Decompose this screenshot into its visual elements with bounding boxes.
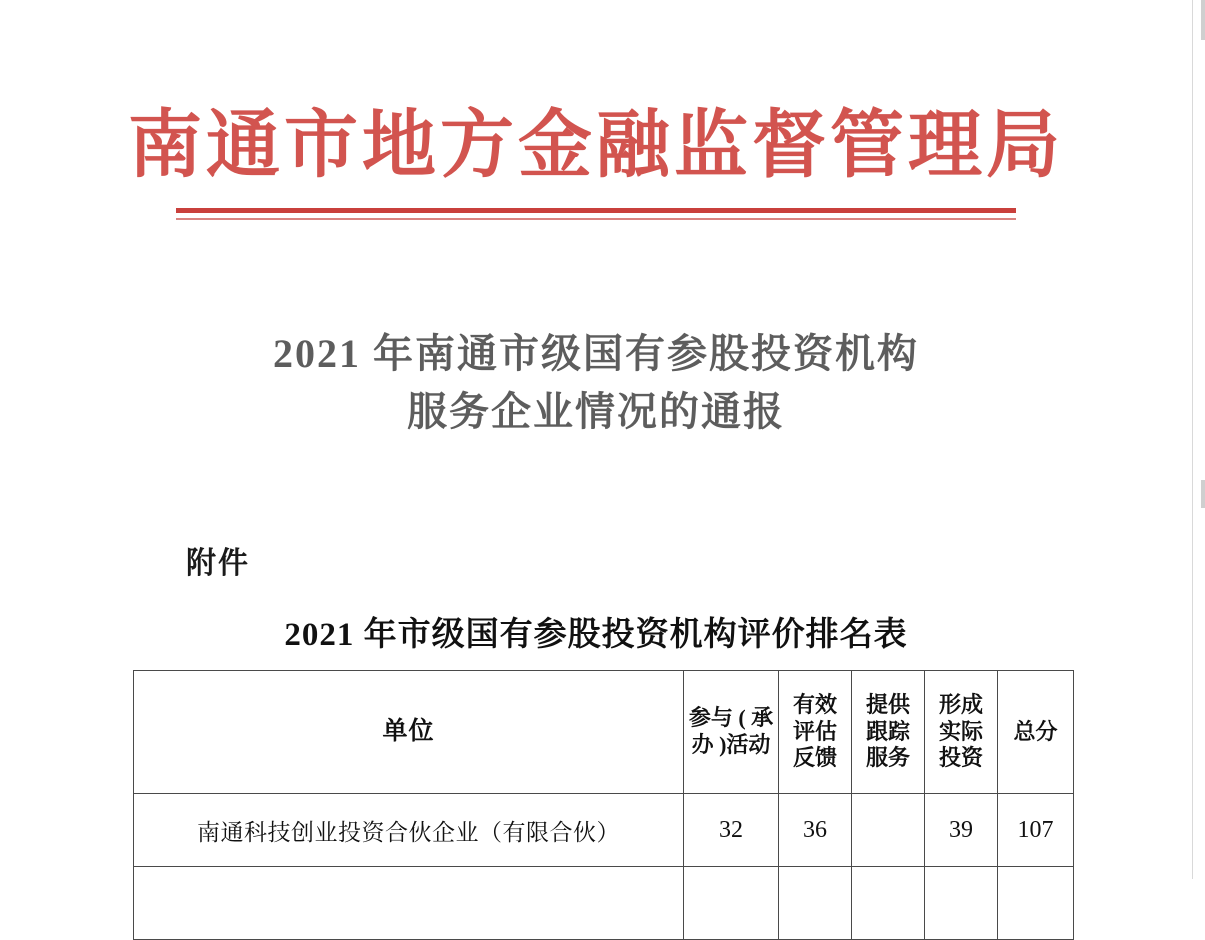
column-header-activity [684, 671, 779, 794]
column-header-tracking-line-2: 跟踪 [865, 718, 910, 744]
cell-investment [925, 867, 998, 940]
cell-unit [134, 867, 684, 940]
table-title: 2021 年市级国有参股投资机构评价排名表 [284, 617, 908, 653]
column-header-tracking-line-1: 提供 [865, 691, 910, 717]
table-header [134, 671, 1074, 794]
column-header-activity-line-1: 参与 ( 承 [688, 705, 774, 731]
cell-total [998, 867, 1074, 940]
column-header-total [998, 671, 1074, 794]
table-body [134, 794, 1074, 940]
page-gutter [1192, 0, 1205, 879]
column-header-feedback-line-2: 评估 [792, 718, 837, 744]
document-title-line-1: 2021 年南通市级国有参股投资机构 [273, 331, 919, 376]
cell-activity: 32 [684, 794, 779, 867]
column-header-investment-line-2: 实际 [938, 718, 983, 744]
letterhead-organization: 南通市地方金融监督管理局 [128, 105, 1064, 187]
column-header-investment [925, 671, 998, 794]
ranking-table-container [133, 670, 1073, 940]
column-header-investment-line-3: 投资 [938, 745, 983, 771]
cell-activity [684, 867, 779, 940]
gutter-mark-top [1201, 0, 1205, 40]
column-header-feedback-line-1: 有效 [792, 691, 837, 717]
cell-investment: 39 [925, 794, 998, 867]
cell-feedback: 36 [779, 794, 852, 867]
cell-unit: 南通科技创业投资合伙企业（有限合伙） [134, 794, 684, 867]
column-header-feedback-line-3: 反馈 [792, 745, 837, 771]
column-header-activity-line-2: 办 )活动 [691, 732, 771, 757]
column-header-tracking-line-3: 服务 [865, 745, 910, 771]
column-header-feedback [779, 671, 852, 794]
attachment-label: 附件 [186, 547, 250, 580]
letterhead-rule-thin [176, 218, 1016, 220]
table-row [134, 794, 1074, 867]
letterhead [0, 105, 1192, 220]
column-header-investment-line-1: 形成 [938, 691, 983, 717]
table-header-row [134, 671, 1074, 794]
cell-total: 107 [998, 794, 1074, 867]
gutter-mark-middle [1201, 480, 1205, 508]
ranking-table [133, 670, 1074, 940]
cell-tracking [852, 867, 925, 940]
column-header-unit [134, 671, 684, 794]
cell-tracking [852, 794, 925, 867]
column-header-total-label: 总分 [1013, 718, 1058, 744]
column-header-unit-label: 单位 [382, 717, 435, 745]
letterhead-rules [176, 208, 1016, 220]
letterhead-rule-thick [176, 208, 1016, 213]
table-row [134, 867, 1074, 940]
column-header-tracking [852, 671, 925, 794]
document-title-line-2: 服务企业情况的通报 [407, 389, 785, 434]
cell-feedback [779, 867, 852, 940]
document-title [0, 325, 1192, 441]
